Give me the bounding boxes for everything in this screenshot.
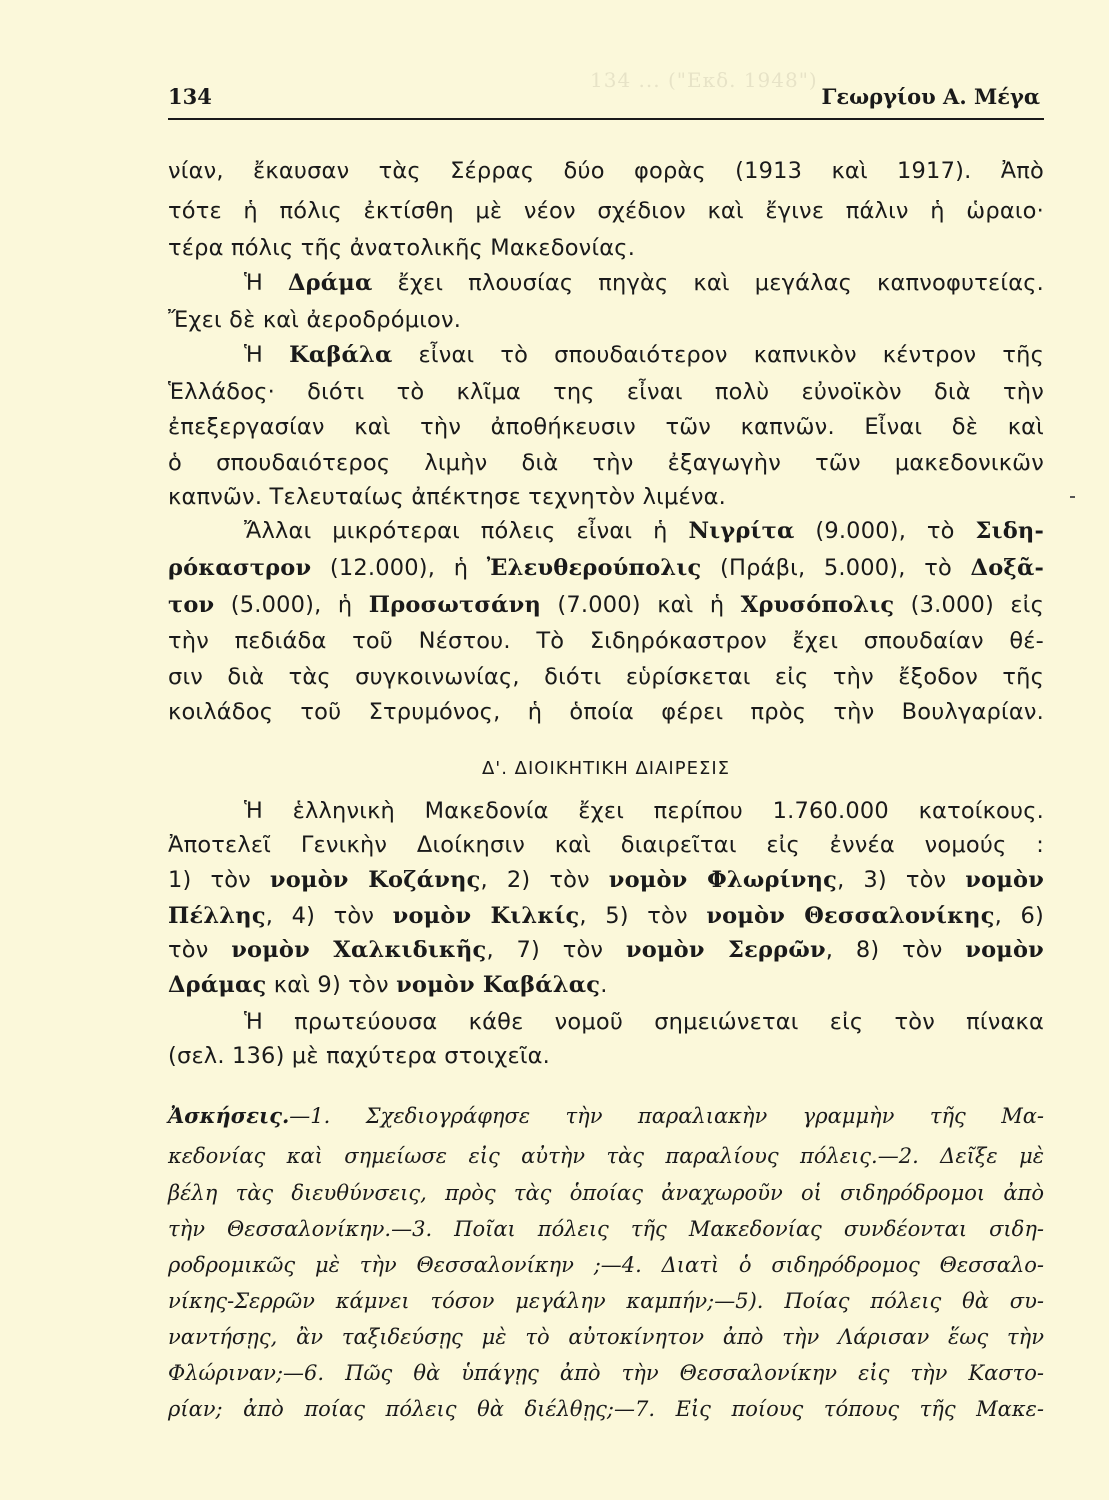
exercise-line: ροδρομικῶς μὲ τὴν Θεσσαλονίκην ;—4. Διατὶ ὁ σιδηρόδρομος Θεσσαλο- — [168, 1253, 1044, 1277]
prefecture-name: νομὸν Θεσσαλονίκης — [706, 903, 995, 929]
exercises-heading: Ἀσκήσεις. — [168, 1103, 290, 1128]
text-line: Ἡ πρωτεύουσα κάθε νομοῦ σημειώνεται εἰς τὸν πίνακα — [244, 1009, 1044, 1035]
text-line: 1) τὸν νομὸν Κοζάνης, 2) τὸν νομὸν Φλωρίνης, 3) τὸν νομὸν — [168, 867, 1045, 893]
text-line: τὴν πεδιάδα τοῦ Νέστου. Τὸ Σιδηρόκαστρον ἔχει σπουδαίαν θέ- — [168, 628, 1044, 654]
text-line: τὸν νομὸν Χαλκιδικῆς, 7) τὸν νομὸν Σερρῶν, 8) τὸν νομὸν — [168, 937, 1044, 963]
text-line: σιν διὰ τὰς συγκοινωνίας, διότι εὑρίσκεται εἰς τὴν ἔξοδον τῆς — [168, 664, 1044, 690]
text-line: Δράμας καὶ 9) τὸν νομὸν Καβάλας. — [168, 972, 608, 998]
page-number: 134 — [168, 84, 212, 109]
text-line: Ἑλλάδος· διότι τὸ κλῖμα της εἶναι πολὺ εὐνοϊκὸν διὰ τὴν — [168, 379, 1044, 405]
prefecture-name: νομὸν Κιλκίς — [392, 903, 580, 929]
place-name: Σιδη- — [975, 518, 1044, 544]
exercise-line: νίκης-Σερρῶν κάμνει τόσον μεγάλην καμπήν;—5). Ποίας πόλεις θὰ συ- — [168, 1289, 1044, 1313]
text-line: τέρα πόλις τῆς ἀνατολικῆς Μακεδονίας. — [168, 235, 636, 261]
exercise-line: τὴν Θεσσαλονίκην.—3. Ποῖαι πόλεις τῆς Μακεδονίας συνδέονται σιδη- — [168, 1217, 1044, 1241]
bleed-through-text: 134 ... ("Εκδ. 1948") — [590, 68, 818, 92]
prefecture-name: νομὸν Σερρῶν — [625, 937, 826, 963]
prefecture-name: Δράμας — [168, 972, 267, 998]
place-name: Ἐλευθερούπολις — [486, 555, 702, 581]
text-line: Πέλλης, 4) τὸν νομὸν Κιλκίς, 5) τὸν νομὸν Θεσσαλονίκης, 6) — [168, 903, 1044, 929]
place-name: ρόκαστρον — [168, 555, 312, 581]
place-name: Δοξᾶ- — [970, 555, 1044, 581]
text-line: ρόκαστρον (12.000), ἡ Ἐλευθερούπολις (Πράβι, 5.000), τὸ Δοξᾶ- — [168, 555, 1044, 581]
prefecture-name: Πέλλης — [168, 903, 266, 929]
prefecture-name: νομὸν — [965, 867, 1045, 893]
text-line: Ἄλλαι μικρότεραι πόλεις εἶναι ἡ Νιγρίτα (9.000), τὸ Σιδη- — [244, 518, 1044, 544]
exercise-line: ρίαν; ἀπὸ ποίας πόλεις θὰ διέλθῃς;—7. Εἰς ποίους τόπους τῆς Μακε- — [168, 1397, 1044, 1421]
exercise-line: Ἀσκήσεις.—1. Σχεδιογράφησε τὴν παραλιακὴν γραμμὴν τῆς Μα- — [168, 1103, 1044, 1128]
prefecture-name: νομὸν — [965, 937, 1044, 963]
text-line: Ἡ ἑλληνικὴ Μακεδονία ἔχει περίπου 1.760.000 κατοίκους. — [244, 798, 1044, 824]
prefecture-name: νομὸν Χαλκιδικῆς — [231, 937, 487, 963]
text-line: καπνῶν. Τελευταίως ἀπέκτησε τεχνητὸν λιμένα. — [168, 484, 727, 510]
section-title: Δ'. ΔΙΟΙΚΗΤΙΚΗ ΔΙΑΙΡΕΣΙΣ — [481, 758, 731, 779]
text-line: Ἡ Δράμα ἔχει πλουσίας πηγὰς καὶ μεγάλας καπνοφυτείας. — [244, 270, 1044, 296]
place-name: τον — [168, 592, 215, 618]
place-name: Χρυσόπολις — [740, 592, 895, 618]
prefecture-name: νομὸν Κοζάνης — [269, 867, 481, 893]
place-name: Προσωτσάνη — [368, 592, 542, 618]
text-line: Ἡ Καβάλα εἶναι τὸ σπουδαιότερον καπνικὸν κέντρον τῆς — [244, 342, 1044, 368]
exercise-line: κεδονίας καὶ σημείωσε εἰς αὐτὴν τὰς παραλίους πόλεις.—2. Δεῖξε μὲ — [168, 1144, 1044, 1168]
place-name: Νιγρίτα — [688, 518, 795, 544]
text-line: τον (5.000), ἡ Προσωτσάνη (7.000) καὶ ἡ Χρυσόπολις (3.000) εἰς — [168, 592, 1045, 618]
text-line: (σελ. 136) μὲ παχύτερα στοιχεῖα. — [168, 1043, 551, 1069]
place-name: Δράμα — [287, 270, 373, 296]
text-line: νίαν, ἔκαυσαν τὰς Σέρρας δύο φορὰς (1913 καὶ 1917). Ἀπὸ — [168, 158, 1044, 184]
print-speck — [1070, 496, 1075, 498]
text-line: Ἀποτελεῖ Γενικὴν Διοίκησιν καὶ διαιρεῖται εἰς ἐννέα νομούς : — [168, 832, 1044, 858]
exercise-line: βέλη τὰς διευθύνσεις, πρὸς τὰς ὁποίας ἀναχωροῦν οἱ σιδηρόδρομοι ἀπὸ — [168, 1181, 1044, 1205]
exercise-line: ναντήσῃς, ἂν ταξιδεύσῃς μὲ τὸ αὐτοκίνητον ἀπὸ τὴν Λάρισαν ἕως τὴν — [168, 1325, 1044, 1349]
place-name: Καβάλα — [289, 342, 393, 368]
exercise-line: Φλώριναν;—6. Πῶς θὰ ὑπάγῃς ἀπὸ τὴν Θεσσαλονίκην εἰς τὴν Καστο- — [168, 1361, 1044, 1385]
text-line: ὁ σπουδαιότερος λιμὴν διὰ τὴν ἐξαγωγὴν τῶν μακεδονικῶν — [168, 450, 1044, 476]
prefecture-name: νομὸν Φλωρίνης — [608, 867, 838, 893]
text-line: ἐπεξεργασίαν καὶ τὴν ἀποθήκευσιν τῶν καπνῶν. Εἶναι δὲ καὶ — [168, 414, 1044, 440]
text-line: Ἔχει δὲ καὶ ἀεροδρόμιον. — [168, 307, 462, 333]
text-line: κοιλάδος τοῦ Στρυμόνος, ἡ ὁποία φέρει πρὸς τὴν Βουλγαρίαν. — [168, 699, 1044, 725]
running-head: Γεωργίου Α. Μέγα — [821, 84, 1040, 109]
prefecture-name: νομὸν Καβάλας — [396, 972, 601, 998]
text-line: τότε ἡ πόλις ἐκτίσθη μὲ νέον σχέδιον καὶ ἔγινε πάλιν ἡ ὡραιο· — [168, 198, 1044, 224]
page-header — [168, 82, 1044, 120]
